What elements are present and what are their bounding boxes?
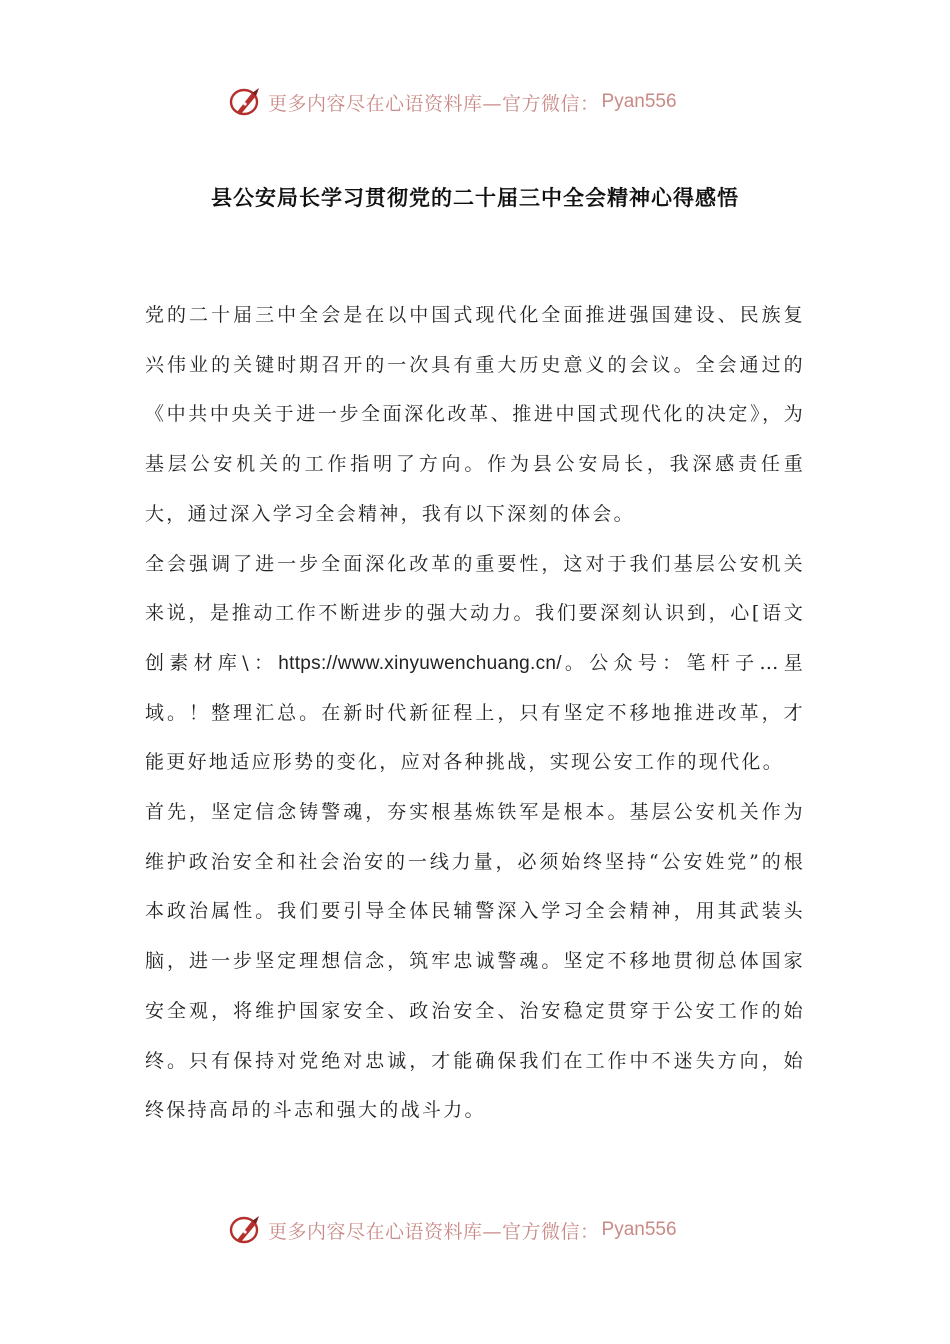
paragraph-first-point: 首先，坚定信念铸警魂，夯实根基炼铁军是根本。基层公安机关作为维护政治安全和社会治安的一线力量，必须始终坚持“公安姓党”的根本政治属性。我们要引导全体民辅警深入学习全会精神，用其武装头脑，进一步坚定理想信念，筑牢忠诚警魂。坚定不移地贯彻总体国家安全观，将维护国家安全、政治安全、治安稳定贯穿于公安工作的始终。只有保持对党绝对忠诚，才能确保我们在工作中不迷失方向，始终保持高昂的斗志和强大的战斗力。 xyxy=(145,801,805,1122)
pen-nib-logo-icon xyxy=(228,85,262,119)
banner-wechat-id: Pyan556 xyxy=(601,91,677,112)
banner-wechat-id: Pyan556 xyxy=(601,1219,677,1240)
pen-nib-logo-icon xyxy=(228,1213,262,1247)
source-url-text: https://www.xinyuwenchuang.cn/ xyxy=(278,652,562,674)
document-body xyxy=(145,291,805,1136)
header-watermark-banner xyxy=(228,82,677,122)
paragraph-reform xyxy=(145,540,805,789)
banner-text: 更多内容尽在心语资料库—官方微信： xyxy=(268,92,600,115)
paragraph-reform-text-after: 。公众号：笔杆子…星域。！整理汇总。在新时代新征程上，只有坚定不移地推进改革，才能更好地适应形势的变化，应对各种挑战，实现公安工作的现代化。 xyxy=(145,651,805,774)
footer-watermark-banner xyxy=(228,1210,677,1250)
banner-text: 更多内容尽在心语资料库—官方微信： xyxy=(268,1220,600,1243)
document-title: 县公安局长学习贯彻党的二十届三中全会精神心得感悟 xyxy=(211,186,739,210)
paragraph-intro: 党的二十届三中全会是在以中国式现代化全面推进强国建设、民族复兴伟业的关键时期召开的一次具有重大历史意义的会议。全会通过的《中共中央关于进一步全面深化改革、推进中国式现代化的决定》，为基层公安机关的工作指明了方向。作为县公安局长，我深感责任重大，通过深入学习全会精神，我有以下深刻的体会。 xyxy=(145,304,805,525)
paragraph-reform-text-before: 全会强调了进一步全面深化改革的重要性，这对于我们基层公安机关来说，是推动工作不断进步的强大动力。我们要深刻认识到，心[语文创素材库\： xyxy=(145,552,805,674)
